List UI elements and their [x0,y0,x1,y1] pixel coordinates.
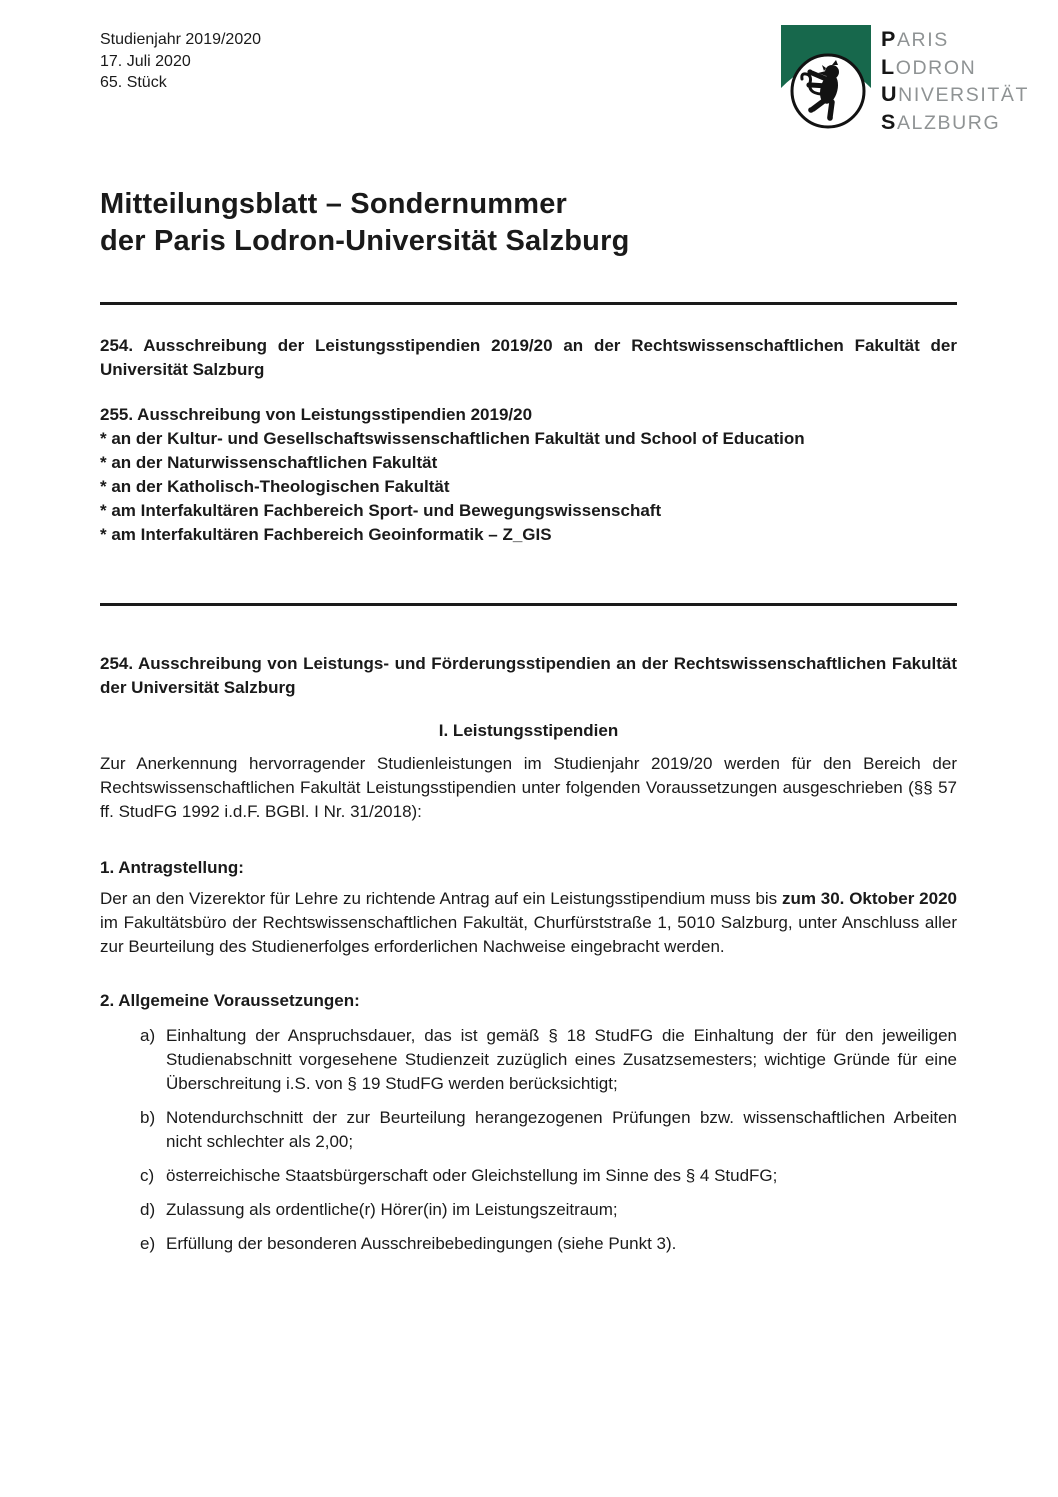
toc-bullet: * am Interfakultären Fachbereich Geoinformatik – Z_GIS [100,524,552,544]
logo-initial: L [881,54,896,79]
deadline-emphasis: zum 30. Oktober 2020 [781,888,957,908]
list-item-text: Zulassung als ordentliche(r) Hörer(in) im Leistungszeitraum; [166,1199,618,1219]
divider-top [100,302,957,305]
list-item-text: Einhaltung der Anspruchsdauer, das ist gemäß § 18 StudFG die Einhaltung der für den jeweiligen Studienabschnitt vorgesehene Studienzeit zuzüglich eines Zusatzsemesters; wichtige Gründe für eine Überschreitung i.S. von § 19 StudFG werden berücksichtigt; [166,1025,957,1093]
toc-bullet: * am Interfakultären Fachbereich Sport- und Bewegungswissenschaft [100,500,662,520]
logo-rest: NIVERSITÄT [898,84,1029,106]
list-item-b [100,1106,957,1154]
page-title-line: Mitteilungsblatt – Sondernummer [100,187,568,220]
page-title [100,186,957,260]
toc-bullet: * an der Katholisch-Theologischen Fakultät [100,476,450,496]
section-heading-254: 254. Ausschreibung von Leistungs- und Förderungsstipendien an der Rechtswissenschaftlichen Fakultät der Universität Salzburg [100,653,957,697]
issue-meta-studienjahr: Studienjahr 2019/2020 [100,31,262,48]
logo-rest: ODRON [895,56,977,79]
list-item-c [100,1164,957,1188]
subsection-heading-leistungsstipendien: I. Leistungsstipendien [438,720,619,740]
antragstellung-text-before: Der an den Vizerektor für Lehre zu richtende Antrag auf ein Leistungsstipendium muss bis [100,888,782,908]
issue-meta-stueck: 65. Stück [100,74,167,91]
toc-entry-255-title: 255. Ausschreibung von Leistungsstipendien 2019/20 [100,404,533,424]
toc-entry-255 [100,403,957,547]
list-item-d [100,1198,957,1222]
list-marker: a) [140,1025,156,1045]
issue-meta [100,29,957,94]
list-item-text: Notendurchschnitt der zur Beurteilung herangezogenen Prüfungen bzw. wissenschaftlichen Arbeiten nicht schlechter als 2,00; [166,1107,957,1151]
list-item-text: österreichische Staatsbürgerschaft oder Gleichstellung im Sinne des § 4 StudFG; [166,1165,778,1185]
voraussetzungen-list [100,1024,957,1256]
page-title-line: der Paris Lodron-Universität Salzburg [100,224,630,257]
list-marker: e) [140,1233,156,1253]
toc-bullet: * an der Naturwissenschaftlichen Fakultät [100,452,438,472]
list-item-e [100,1232,957,1256]
logo-initial: P [881,27,897,51]
list-item-text: Erfüllung der besonderen Ausschreibebedingungen (siehe Punkt 3). [166,1233,677,1253]
divider-body [100,603,957,606]
antragstellung-heading: 1. Antragstellung: [100,857,244,877]
intro-paragraph: Zur Anerkennung hervorragender Studienleistungen im Studienjahr 2019/20 werden für den Bereich der Rechtswissenschaftlichen Fakultät Leistungsstipendien unter folgenden Voraussetzungen ausgeschrieben (§§ 57 ff. StudFG 1992 i.d.F. BGBl. I Nr. 31/2018): [100,753,957,821]
toc-entry-254: 254. Ausschreibung der Leistungsstipendien 2019/20 an der Rechtswissenschaftlichen Fakultät der Universität Salzburg [100,335,957,379]
toc-bullet: * an der Kultur- und Gesellschaftswissenschaftlichen Fakultät und School of Education [100,428,805,448]
list-marker: d) [140,1199,156,1219]
logo-rest: ARIS [896,29,949,51]
issue-meta-date: 17. Juli 2020 [100,52,191,70]
voraussetzungen-heading: 2. Allgemeine Voraussetzungen: [100,990,360,1010]
antragstellung-paragraph [100,887,957,959]
logo-initial: U [881,82,899,106]
antragstellung-text-after: im Fakultätsbüro der Rechtswissenschaftlichen Fakultät, Churfürststraße 1, 5010 Salzburg, unter Anschluss aller zur Beurteilung des Studienerfolges erforderlichen Nachweise eingebracht werden. [100,912,957,956]
logo-rest: ALZBURG [896,111,1001,134]
list-marker: c) [140,1165,155,1185]
list-marker: b) [140,1107,156,1127]
list-item-a [100,1024,957,1096]
logo-initial: S [881,109,897,134]
